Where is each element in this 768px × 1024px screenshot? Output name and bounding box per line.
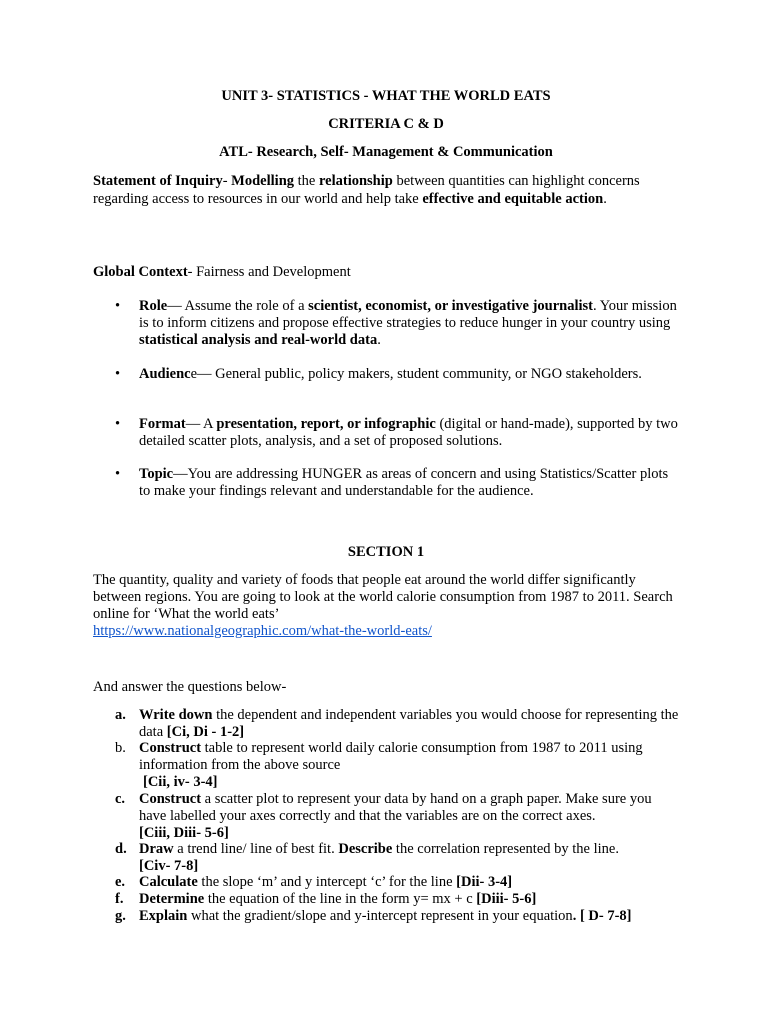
question-marker: g. (115, 908, 126, 924)
topic-text (139, 466, 679, 500)
answer-instruction: And answer the questions below- (93, 679, 287, 695)
soi-relationship: relationship (318, 173, 393, 189)
format-t2: (digital or hand-made), supported by two detailed scatter plots, analysis, and a set of proposed solutions. (139, 416, 678, 449)
question-b-text (139, 740, 679, 791)
question-body: table to represent world daily calorie consumption from 1987 to 2011 using information from the above source (139, 740, 643, 773)
criteria-tag: . [ D- 7-8] (572, 908, 632, 924)
bullet-icon: • (115, 416, 121, 432)
command-term: Determine (139, 891, 205, 907)
audience-text (139, 366, 679, 383)
format-label: Format (139, 416, 186, 432)
command-term: Construct (139, 740, 202, 756)
bullet-icon: • (115, 298, 121, 314)
command-term-2: Describe (338, 841, 393, 857)
question-marker: a. (115, 707, 126, 723)
role-label: Role (139, 298, 168, 314)
global-context-text: - Fairness and Development (187, 264, 351, 280)
question-marker: b. (115, 740, 126, 756)
question-marker: e. (115, 874, 126, 890)
criteria-tag: [Cii, iv- 3-4] (143, 774, 218, 790)
question-d-text (139, 841, 679, 875)
command-term: Draw (139, 841, 174, 857)
question-g-text (139, 908, 679, 925)
question-e-text (139, 874, 679, 891)
criteria-tag: [Dii- 3-4] (456, 874, 513, 890)
question-body: a scatter plot to represent your data by hand on a graph paper. Make sure you have labelled your axes correctly and that the variables are on the correct axes. (139, 791, 652, 824)
bullet-icon: • (115, 466, 121, 482)
soi-text-2: between quantities can highlight concerns regarding access to resources in our world and help take (93, 173, 640, 207)
unit-title: UNIT 3- STATISTICS - WHAT THE WORLD EATS (221, 88, 551, 104)
topic-label: Topic (139, 466, 174, 482)
format-b1: presentation, report, or infographic (216, 416, 436, 432)
topic-t1: —You are addressing HUNGER as areas of concern and using Statistics/Scatter plots to make your findings relevant and understandable for the audience. (139, 466, 669, 499)
question-c-text (139, 791, 679, 842)
question-marker: f. (115, 891, 124, 907)
role-b2: statistical analysis and real-world data (139, 332, 378, 348)
soi-label: Statement of Inquiry (93, 173, 223, 189)
question-marker: c. (115, 791, 126, 807)
audience-label: Audienc (139, 366, 191, 382)
role-b1: scientist, economist, or investigative journalist (308, 298, 594, 314)
global-context (93, 264, 679, 281)
role-text (139, 298, 679, 349)
question-body: a trend line/ line of best fit. (173, 841, 339, 857)
question-body: the dependent and independent variables you would choose for representing the data (139, 707, 679, 740)
command-term: Construct (139, 791, 202, 807)
command-term: Explain (139, 908, 188, 924)
bullet-icon: • (115, 366, 121, 382)
atl-heading: ATL- Research, Self- Management & Communication (219, 144, 553, 160)
criteria-tag: [Diii- 5-6] (476, 891, 537, 907)
criteria-heading: CRITERIA C & D (328, 116, 444, 132)
audience-t1: e— General public, policy makers, student community, or NGO stakeholders. (190, 366, 642, 382)
question-body: the slope ‘m’ and y intercept ‘c’ for the line (197, 874, 457, 890)
role-t3: . (377, 332, 381, 348)
section-intro: The quantity, quality and variety of foods that people eat around the world differ significantly between regions. You are going to look at the world calorie consumption from 1987 to 2011. Search online for ‘What the world eats’ (93, 572, 673, 622)
question-f-text (139, 891, 679, 908)
soi-effective: effective and equitable action (422, 191, 604, 207)
command-term: Write down (139, 707, 213, 723)
question-a-text (139, 707, 679, 741)
soi-modelling: Modelling (231, 173, 295, 189)
format-text (139, 416, 679, 450)
section-heading: SECTION 1 (347, 544, 425, 560)
question-body: what the gradient/slope and y-intercept represent in your equation (187, 908, 573, 924)
soi-text-1: the (294, 173, 319, 189)
command-term: Calculate (139, 874, 198, 890)
question-body: the equation of the line in the form y= mx + c (204, 891, 477, 907)
soi-text-3: . (603, 191, 607, 207)
soi-dash: - (222, 173, 232, 189)
criteria-tag: [Ci, Di - 1-2] (166, 724, 245, 740)
source-link-row (93, 623, 679, 640)
global-context-label: Global Context (93, 264, 188, 280)
criteria-tag: [Civ- 7-8] (139, 858, 199, 874)
criteria-tag: [Ciii, Diii- 5-6] (139, 825, 229, 841)
format-t1: — A (185, 416, 217, 432)
question-marker: d. (115, 841, 127, 857)
source-link[interactable]: https://www.nationalgeographic.com/what-the-world-eats/ (93, 623, 432, 639)
statement-of-inquiry (93, 172, 679, 208)
question-body-2: the correlation represented by the line. (392, 841, 619, 857)
role-t2: . Your mission is to inform citizens and propose effective strategies to reduce hunger in your country using (139, 298, 677, 331)
role-t1: — Assume the role of a (167, 298, 309, 314)
